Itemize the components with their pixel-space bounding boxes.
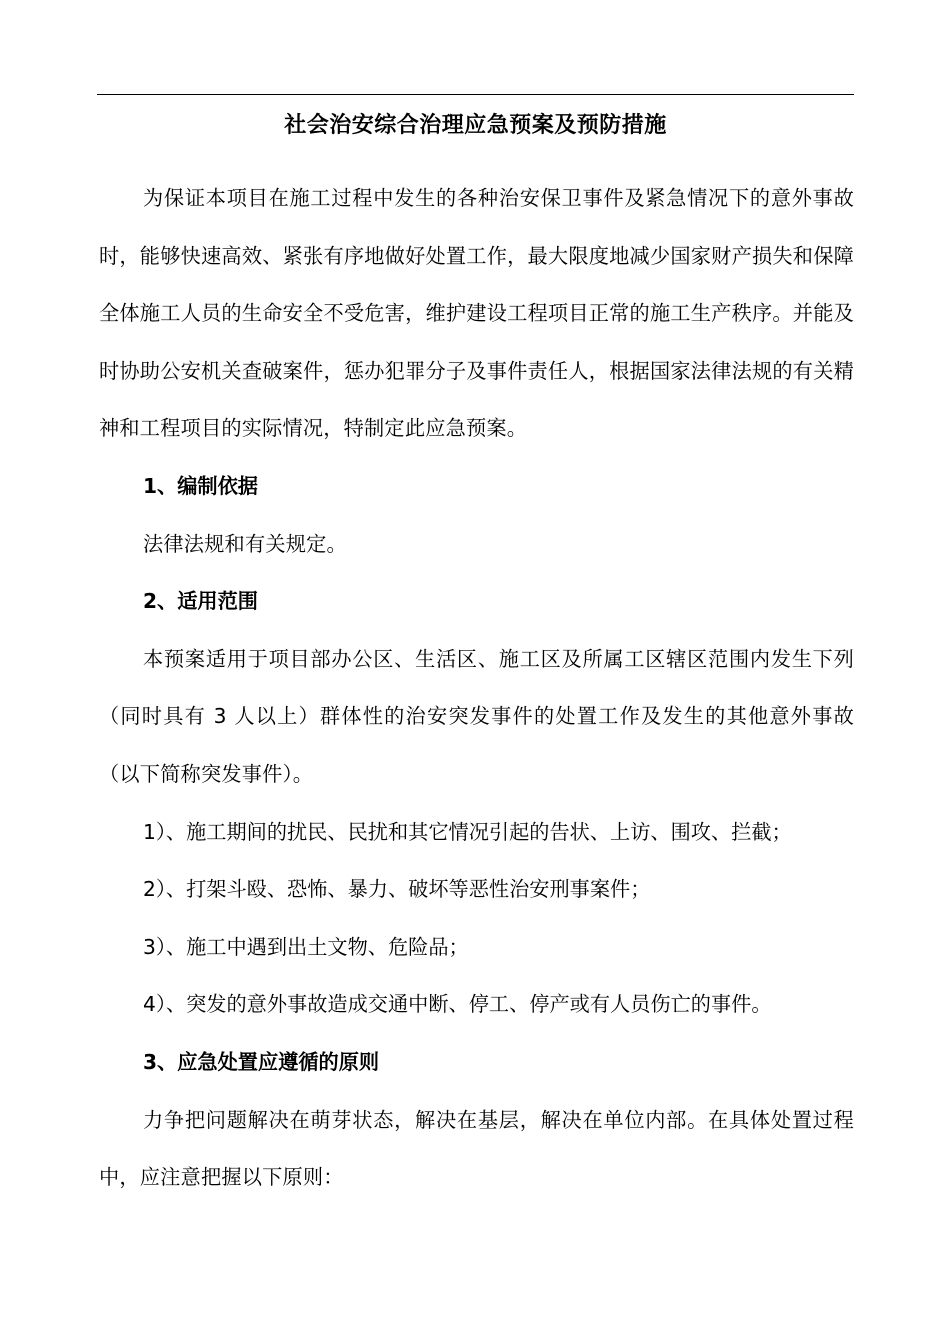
document-title: 社会治安综合治理应急预案及预防措施 <box>284 113 667 138</box>
section-heading-scope: 2、适用范围 <box>143 589 258 614</box>
intro-paragraph: 为保证本项目在施工过程中发生的各种治安保卫事件及紧急情况下的意外事故时，能够快速高效、紧张有序地做好处置工作，最大限度地减少国家财产损失和保障全体施工人员的生命安全不受危害，维护建设工程项目正常的施工生产秩序。并能及时协助公安机关查破案件，惩办犯罪分子及事件责任人，根据国家法律法规的有关精神和工程项目的实际情况，特制定此应急预案。 <box>99 186 854 441</box>
section-text-principles: 力争把问题解决在萌芽状态，解决在基层，解决在单位内部。在具体处置过程中，应注意把握以下原则： <box>99 1107 854 1190</box>
list-item: 2）、打架斗殴、恐怖、暴力、破坏等恶性治安刑事案件； <box>143 877 651 902</box>
section-heading-basis: 1、编制依据 <box>143 473 258 498</box>
document-body <box>99 170 854 1207</box>
list-item: 1）、施工期间的扰民、民扰和其它情况引起的告状、上访、围攻、拦截； <box>143 819 792 844</box>
section-text-basis: 法律法规和有关规定。 <box>143 531 347 556</box>
section-heading-principles: 3、应急处置应遵循的原则 <box>143 1049 380 1074</box>
header-rule <box>97 94 854 95</box>
list-item: 3）、施工中遇到出土文物、危险品； <box>143 934 469 959</box>
list-item: 4）、突发的意外事故造成交通中断、停工、停产或有人员伤亡的事件。 <box>143 992 772 1017</box>
section-text-scope: 本预案适用于项目部办公区、生活区、施工区及所属工区辖区范围内发生下列（同时具有 3 人以上）群体性的治安突发事件的处置工作及发生的其他意外事故（以下简称突发事件）。 <box>99 646 854 786</box>
